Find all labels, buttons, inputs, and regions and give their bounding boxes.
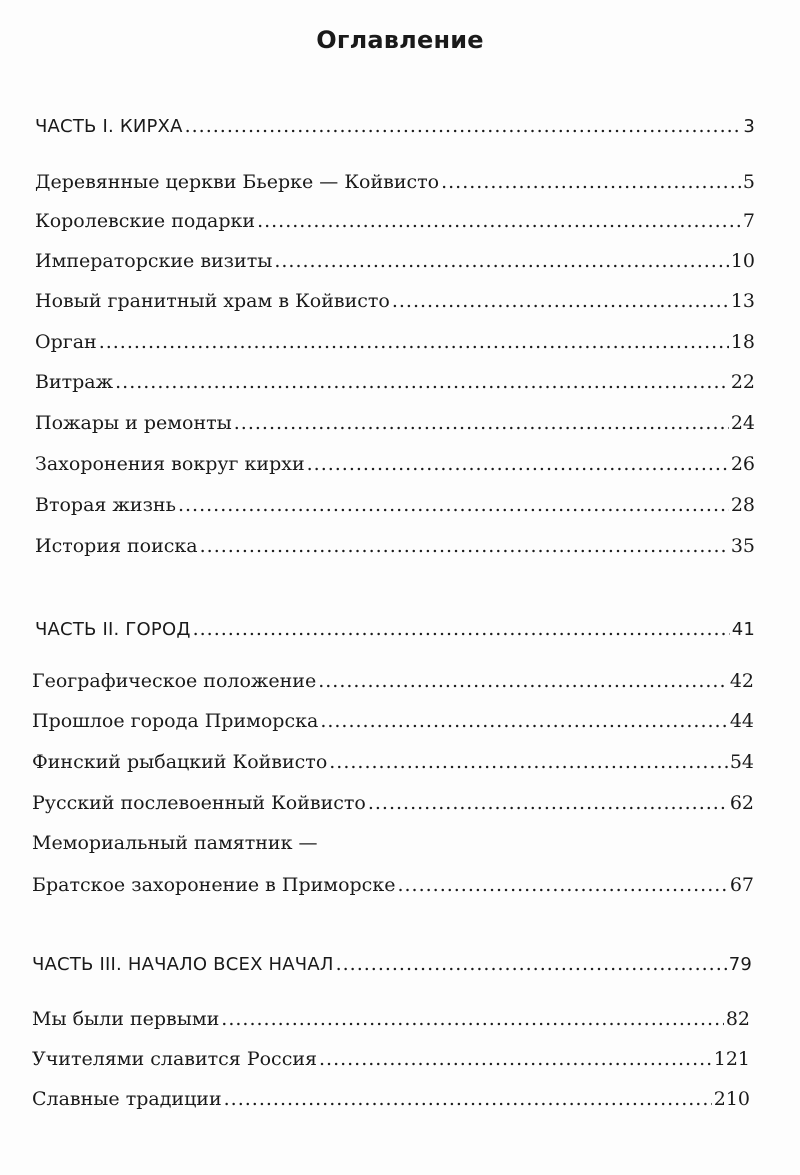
- leader-dots: [368, 791, 728, 815]
- part-title: ЧАСТЬ II. ГОРОД: [35, 619, 191, 640]
- leader-dots: [200, 534, 729, 558]
- page-number: 67: [729, 874, 754, 896]
- toc-entry[interactable]: [32, 669, 754, 693]
- page-number: 22: [730, 371, 755, 393]
- entry-title: Новый гранитный храм в Койвисто: [35, 290, 390, 312]
- page-title: Оглавление: [316, 26, 484, 54]
- leader-dots: [329, 750, 728, 774]
- leader-dots: [99, 330, 729, 354]
- leader-dots: [336, 952, 727, 976]
- toc-entry[interactable]: [32, 1087, 750, 1111]
- leader-dots: [397, 873, 727, 897]
- toc-entry[interactable]: [32, 1007, 750, 1031]
- part-heading[interactable]: [35, 114, 755, 139]
- toc-entry[interactable]: [35, 170, 755, 194]
- entry-title: Вторая жизнь: [35, 494, 176, 516]
- leader-dots: [307, 452, 729, 476]
- toc-entry[interactable]: [35, 452, 755, 476]
- leader-dots: [318, 669, 728, 693]
- entry-title: Императорские визиты: [35, 250, 273, 272]
- page-number: 3: [743, 116, 755, 137]
- page-number: 42: [729, 670, 754, 692]
- entry-title: Братское захоронение в Приморске: [32, 874, 396, 896]
- leader-dots: [319, 1047, 712, 1071]
- leader-dots: [115, 370, 729, 394]
- page-number: 35: [730, 535, 755, 557]
- page-number: 44: [729, 710, 754, 732]
- leader-dots: [178, 493, 729, 517]
- entry-title: Витраж: [35, 371, 114, 393]
- leader-dots: [274, 249, 728, 273]
- page-number: 10: [730, 250, 755, 272]
- page-number: 13: [730, 290, 755, 312]
- toc-entry[interactable]: [35, 411, 755, 435]
- part-title: ЧАСТЬ I. КИРХА: [35, 116, 183, 137]
- toc-entry[interactable]: [35, 493, 755, 517]
- leader-dots: [193, 617, 730, 641]
- page-number: 18: [730, 331, 755, 353]
- leader-dots: [392, 289, 729, 313]
- page-number: 210: [713, 1088, 750, 1110]
- page-number: 5: [742, 171, 755, 193]
- leader-dots: [221, 1007, 724, 1031]
- toc-entry[interactable]: [35, 249, 755, 273]
- entry-title: Захоронения вокруг кирхи: [35, 453, 305, 475]
- entry-title: Географическое положение: [32, 670, 317, 692]
- page-number: 26: [730, 453, 755, 475]
- entry-title: Пожары и ремонты: [35, 412, 232, 434]
- page-number: 41: [731, 619, 755, 640]
- entry-title: Мы были первыми: [32, 1008, 220, 1030]
- toc-entry[interactable]: [35, 370, 755, 394]
- leader-dots: [185, 114, 742, 138]
- part-heading[interactable]: [32, 952, 752, 977]
- entry-title: Славные традиции: [32, 1088, 222, 1110]
- page-number: 7: [742, 210, 755, 232]
- toc-entry[interactable]: [32, 750, 754, 774]
- leader-dots: [257, 209, 741, 233]
- page-number: 54: [729, 751, 754, 773]
- entry-title: Деревянные церкви Бьерке — Койвисто: [35, 171, 440, 193]
- toc-entry[interactable]: [32, 791, 754, 815]
- page-number: 79: [728, 954, 752, 975]
- toc-entry[interactable]: [32, 873, 754, 897]
- toc-entry[interactable]: [35, 289, 755, 313]
- toc-entry-line[interactable]: Мемориальный памятник —: [32, 832, 318, 854]
- entry-title: История поиска: [35, 535, 198, 557]
- toc-entry[interactable]: [32, 1047, 750, 1071]
- part-heading[interactable]: [35, 617, 755, 642]
- leader-dots: [224, 1087, 712, 1111]
- page-number: 28: [730, 494, 755, 516]
- leader-dots: [234, 411, 729, 435]
- leader-dots: [441, 170, 741, 194]
- entry-title: Русский послевоенный Койвисто: [32, 792, 366, 814]
- entry-title: Прошлое города Приморска: [32, 710, 319, 732]
- entry-title: Учителями славится Россия: [32, 1048, 317, 1070]
- entry-title: Финский рыбацкий Койвисто: [32, 751, 328, 773]
- toc-entry[interactable]: [35, 534, 755, 558]
- page-number: 121: [713, 1048, 750, 1070]
- part-title: ЧАСТЬ III. НАЧАЛО ВСЕХ НАЧАЛ: [32, 954, 334, 975]
- toc-entry[interactable]: [35, 330, 755, 354]
- page-number: 62: [729, 792, 754, 814]
- toc-entry[interactable]: [35, 209, 755, 233]
- entry-title: Орган: [35, 331, 97, 353]
- leader-dots: [320, 709, 728, 733]
- page-number: 82: [725, 1008, 750, 1030]
- entry-title: Королевские подарки: [35, 210, 256, 232]
- page-number: 24: [730, 412, 755, 434]
- toc-entry[interactable]: [32, 709, 754, 733]
